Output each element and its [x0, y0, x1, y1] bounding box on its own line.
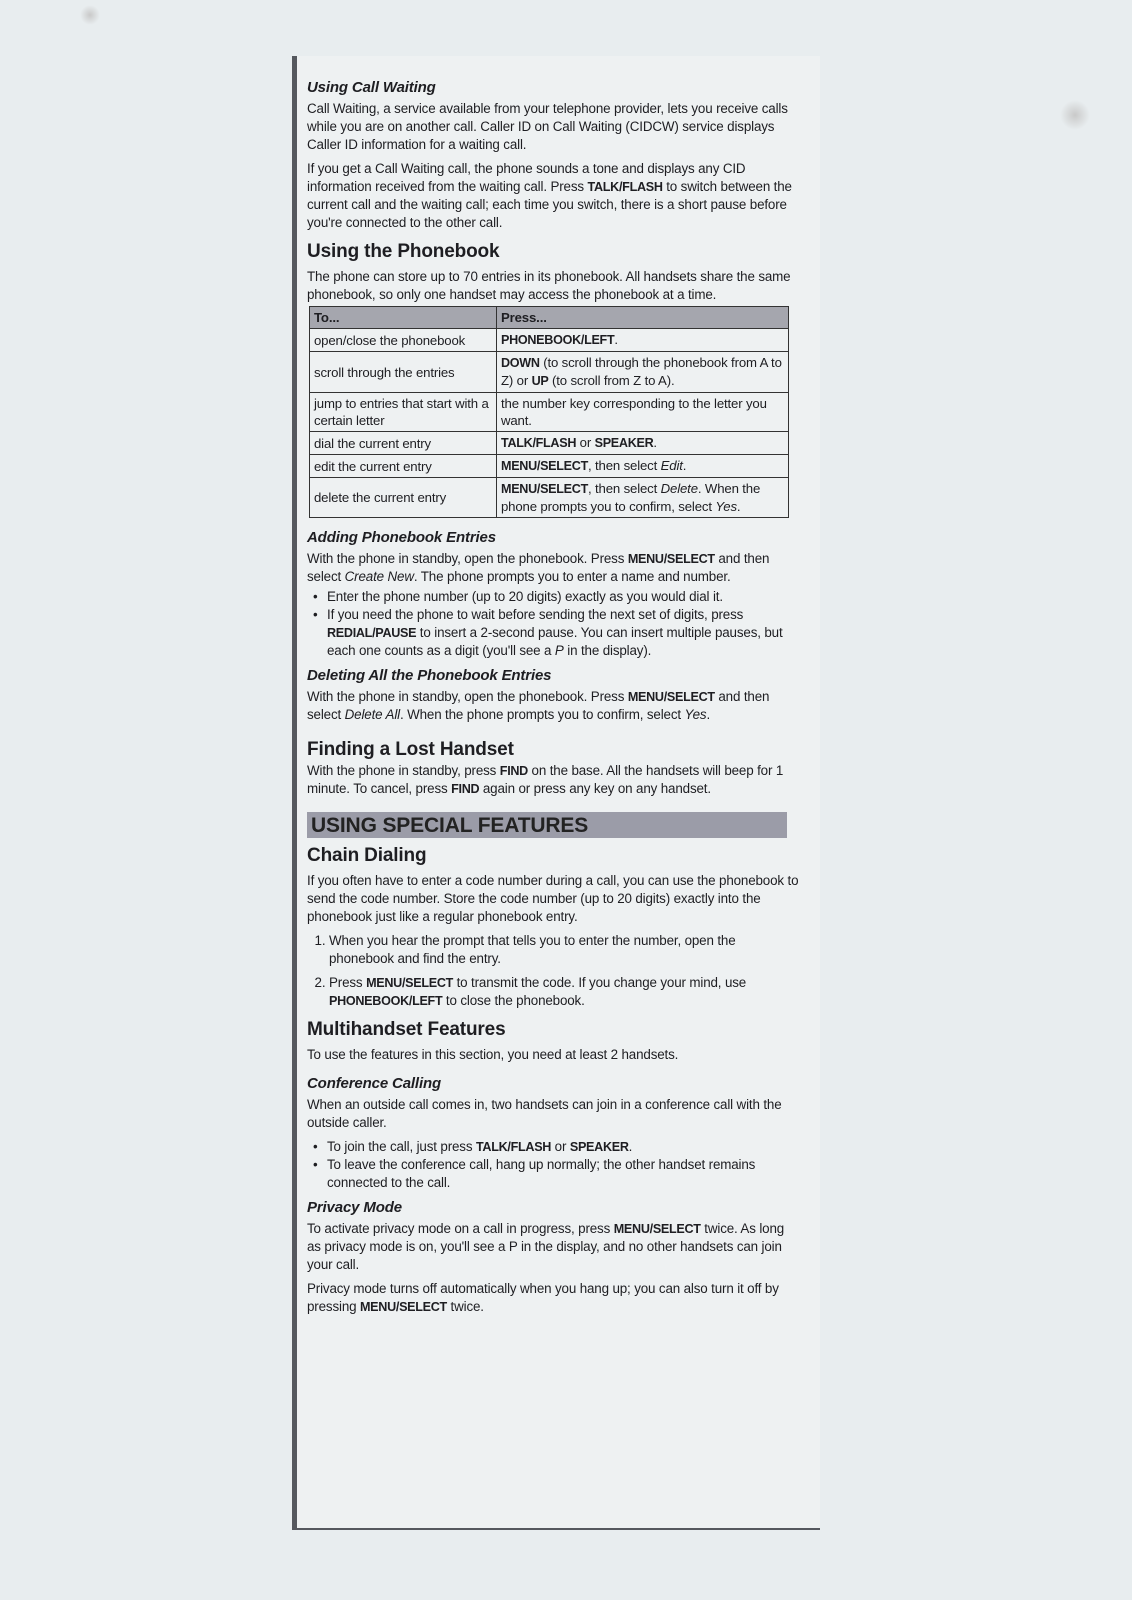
scan-speck	[1060, 100, 1090, 130]
heading-multihandset: Multihandset Features	[307, 1019, 506, 1040]
cell-action: delete the current entry	[310, 478, 497, 518]
key-label: PHONEBOOK/LEFT	[501, 333, 615, 347]
text-run: With the phone in standby, open the phonebook. Press	[307, 551, 628, 566]
key-label: SPEAKER	[594, 436, 654, 450]
text-run: .	[653, 435, 657, 450]
section-banner: USING SPECIAL FEATURES	[307, 812, 787, 838]
key-label: MENU/SELECT	[501, 459, 588, 473]
paragraph	[307, 100, 799, 154]
table-row	[310, 455, 789, 478]
heading-chain-dialing: Chain Dialing	[307, 845, 427, 866]
text-run: .	[628, 1139, 633, 1154]
text-run: twice. As long as privacy mode is on, you'll see a P in the display, and no other handsets can join your call.	[307, 1221, 785, 1272]
text-run: Call Waiting, a service available from your telephone provider, lets you receive calls while you are on another call. Caller ID on Call Waiting (CIDCW) service displays Caller ID information for a waiting call.	[307, 101, 788, 152]
key-label: MENU/SELECT	[366, 976, 454, 990]
text-run: . When the phone prompts you to confirm, select	[501, 481, 761, 514]
heading-adding-entries: Adding Phonebook Entries	[307, 529, 496, 546]
list-item	[327, 1138, 799, 1156]
text-run: to close the phonebook.	[442, 993, 585, 1008]
numbered-list	[307, 932, 799, 1010]
text-run: .	[682, 458, 687, 473]
paragraph	[307, 1096, 799, 1132]
menu-option: Yes	[715, 499, 737, 514]
list-item	[327, 1156, 799, 1192]
text-run: to switch between the current call and the waiting call; each time you switch, there is a short pause before you're connected to the other call.	[307, 179, 792, 230]
table-row	[310, 393, 789, 432]
phonebook-table	[309, 306, 789, 518]
key-label: PHONEBOOK/LEFT	[329, 994, 443, 1008]
text-run: .	[736, 499, 741, 514]
key-label: DOWN	[501, 356, 540, 370]
cell-press	[497, 478, 789, 518]
text-run: again or press any key on any handset.	[479, 781, 711, 796]
list-item	[329, 974, 799, 1010]
cell-action: dial the current entry	[310, 432, 497, 455]
text-run: (to scroll through the phonebook from A to Z) or	[501, 355, 782, 388]
key-label: SPEAKER	[569, 1140, 629, 1154]
text-run: in the display).	[563, 643, 652, 658]
list-item	[327, 588, 799, 606]
table-header: Press...	[497, 307, 789, 329]
paragraph	[307, 550, 799, 586]
text-run: the number key corresponding to the letter you want.	[501, 396, 767, 428]
text-run: Enter the phone number (up to 20 digits) exactly as you would dial it.	[327, 589, 723, 604]
key-label: MENU/SELECT	[613, 1222, 701, 1236]
table-header: To...	[310, 307, 497, 329]
heading-conference-calling: Conference Calling	[307, 1075, 441, 1092]
table-row	[310, 432, 789, 455]
key-label: TALK/FLASH	[501, 436, 577, 450]
text-run: The phone can store up to 70 entries in its phonebook. All handsets share the same phonebook, so only one handset may access the phonebook at a time.	[307, 269, 791, 302]
key-label: MENU/SELECT	[627, 552, 715, 566]
cell-press	[497, 329, 789, 352]
menu-option: Yes	[684, 707, 707, 722]
text-run: When you hear the prompt that tells you to enter the number, open the phonebook and find the entry.	[329, 933, 736, 966]
key-label: TALK/FLASH	[587, 180, 663, 194]
text-run: To use the features in this section, you need at least 2 handsets.	[307, 1047, 679, 1062]
manual-page	[292, 56, 820, 1530]
text-run: .	[706, 707, 711, 722]
text-run: or	[576, 435, 595, 450]
key-label: FIND	[499, 764, 528, 778]
heading-finding-handset: Finding a Lost Handset	[307, 739, 514, 760]
text-run: , then select	[587, 481, 661, 496]
cell-press	[497, 455, 789, 478]
paragraph	[307, 872, 799, 926]
text-run: to transmit the code. If you change your mind, use	[453, 975, 747, 990]
text-run: or	[551, 1139, 570, 1154]
table-row	[310, 478, 789, 518]
key-label: UP	[531, 374, 549, 388]
heading-phonebook: Using the Phonebook	[307, 241, 500, 262]
heading-privacy-mode: Privacy Mode	[307, 1199, 402, 1216]
menu-option: Delete All	[344, 707, 400, 722]
key-label: FIND	[451, 782, 480, 796]
heading-deleting-entries: Deleting All the Phonebook Entries	[307, 667, 552, 684]
table-row	[310, 329, 789, 352]
text-run: twice.	[446, 1299, 484, 1314]
text-run: , then select	[587, 458, 661, 473]
text-run: When an outside call comes in, two handsets can join in a conference call with the outside caller.	[307, 1097, 782, 1130]
cell-action: scroll through the entries	[310, 352, 497, 393]
text-run: Press	[329, 975, 367, 990]
key-label: MENU/SELECT	[359, 1300, 447, 1314]
text-run: .	[614, 332, 618, 347]
list-item	[327, 606, 799, 660]
paragraph	[307, 1280, 799, 1316]
scan-speck	[80, 5, 100, 25]
cell-press	[497, 352, 789, 393]
key-label: MENU/SELECT	[627, 690, 715, 704]
text-run: To activate privacy mode on a call in progress, press	[307, 1221, 614, 1236]
paragraph	[307, 1220, 799, 1274]
table-row	[310, 352, 789, 393]
text-run: With the phone in standby, open the phonebook. Press	[307, 689, 628, 704]
paragraph	[307, 688, 799, 724]
menu-option: Edit	[660, 458, 683, 473]
paragraph	[307, 160, 799, 232]
bullet-list	[307, 1138, 799, 1192]
text-run: With the phone in standby, press	[307, 763, 500, 778]
text-run: If you need the phone to wait before sending the next set of digits, press	[327, 607, 744, 622]
cell-press	[497, 393, 789, 432]
bullet-list	[307, 588, 799, 660]
text-run: to insert a 2-second pause. You can insert multiple pauses, but each one counts as a digit (you'll see a	[327, 625, 783, 658]
text-run: . When the phone prompts you to confirm, select	[399, 707, 685, 722]
paragraph	[307, 268, 799, 304]
key-label: REDIAL/PAUSE	[327, 626, 417, 640]
page-content	[307, 78, 799, 1322]
text-run: To leave the conference call, hang up normally; the other handset remains connected to the call.	[327, 1157, 756, 1190]
menu-option: Create New	[344, 569, 414, 584]
paragraph	[307, 762, 799, 798]
text-run: If you often have to enter a code number during a call, you can use the phonebook to send the code number. Store the code number (up to 20 digits) exactly into the phonebook just like a regular phonebook entry.	[307, 873, 799, 924]
text-run: . The phone prompts you to enter a name and number.	[413, 569, 731, 584]
cell-action: jump to entries that start with a certain letter	[310, 393, 497, 432]
cell-press	[497, 432, 789, 455]
text-run: If you get a Call Waiting call, the phone sounds a tone and displays any CID information received from the waiting call. Press	[307, 161, 746, 194]
cell-action: open/close the phonebook	[310, 329, 497, 352]
text-run: on the base. All the handsets will beep for 1 minute. To cancel, press	[307, 763, 784, 796]
key-label: TALK/FLASH	[475, 1140, 552, 1154]
list-item	[329, 932, 799, 968]
text-run: and then select	[307, 551, 770, 584]
text-run: (to scroll from Z to A).	[548, 373, 675, 388]
heading-call-waiting: Using Call Waiting	[307, 79, 436, 96]
paragraph	[307, 1046, 799, 1064]
menu-option: P	[554, 643, 564, 658]
text-run: Privacy mode turns off automatically when you hang up; you can also turn it off by pressing	[307, 1281, 779, 1314]
menu-option: Delete	[660, 481, 698, 496]
text-run: To join the call, just press	[327, 1139, 476, 1154]
key-label: MENU/SELECT	[501, 482, 588, 496]
text-run: and then select	[307, 689, 770, 722]
cell-action: edit the current entry	[310, 455, 497, 478]
